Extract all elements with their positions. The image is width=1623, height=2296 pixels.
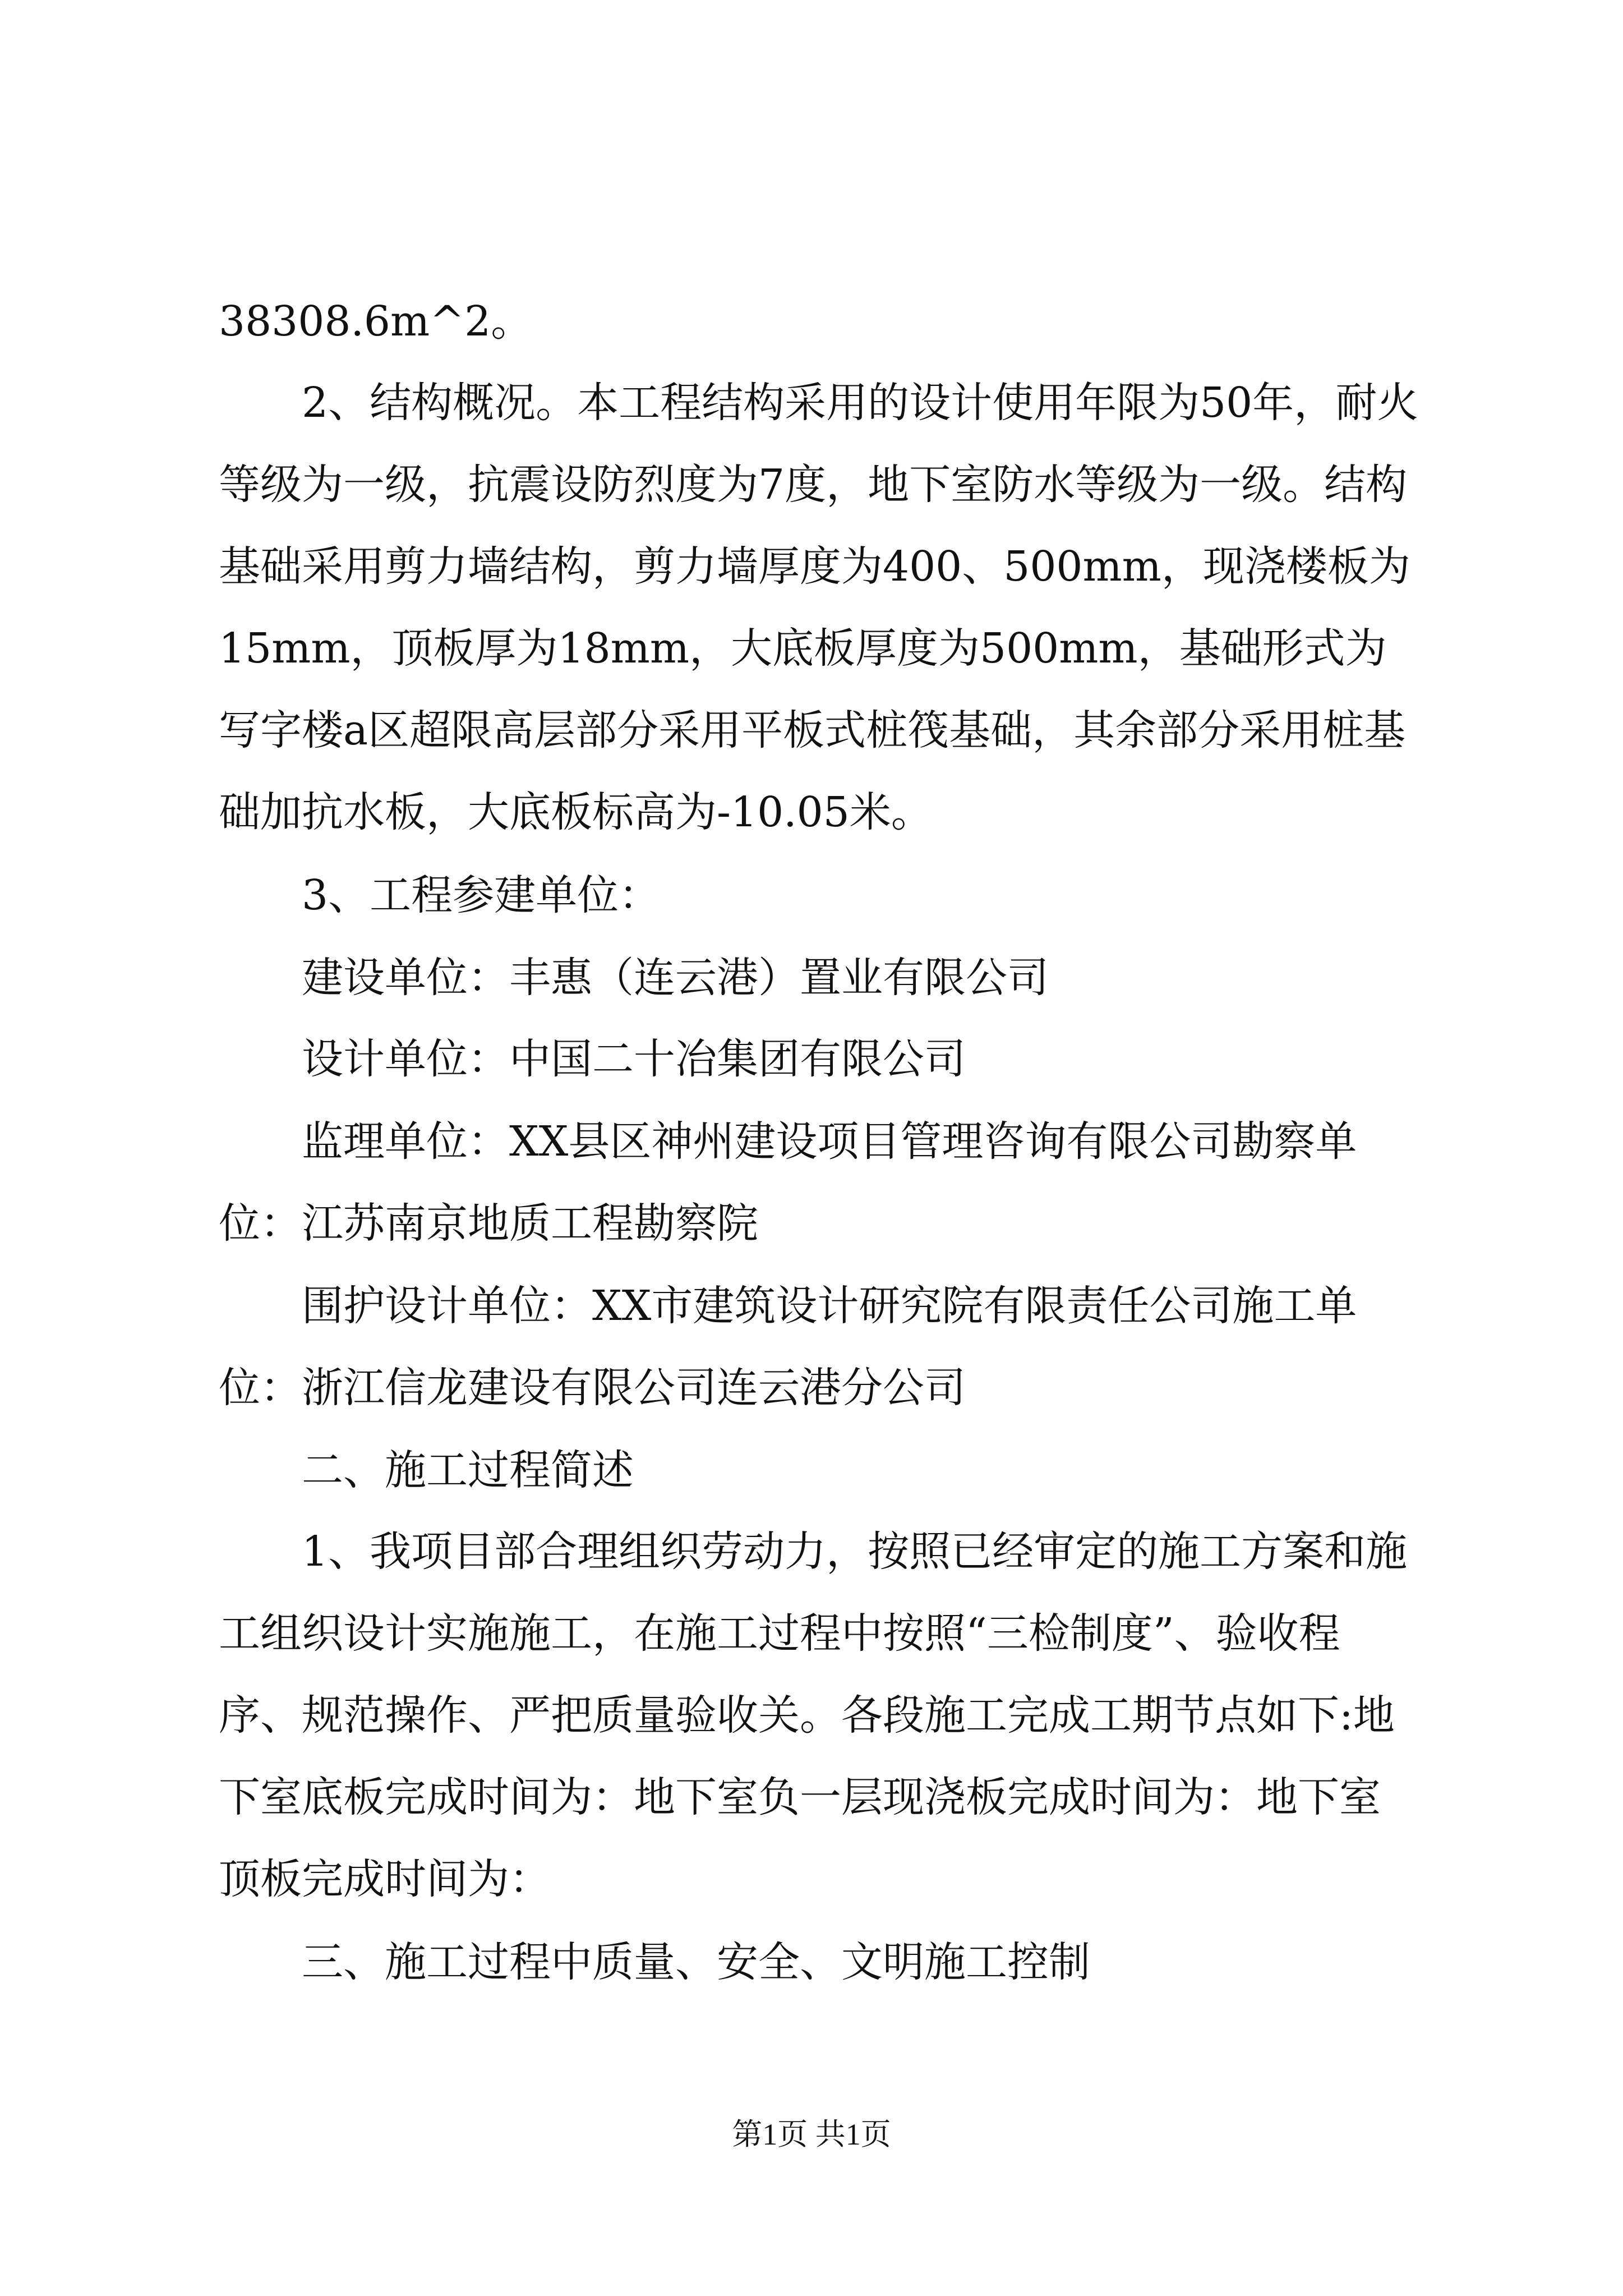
paragraph-area-continuation: 38308.6m^2。 <box>219 297 533 346</box>
page-footer: 第1页 共1页 <box>732 2118 891 2151</box>
paragraph-structure-overview: 2、结构概况。本工程结构采用的设计使用年限为50年，耐火等级为一级，抗震设防烈度为7度，地下室防水等级为一级。结构基础采用剪力墙结构，剪力墙厚度为400、500mm，现浇楼板为15mm，顶板厚为18mm，大底板厚度为500mm，基础形式为写字楼a区超限高层部分采用平板式桩筏基础，其余部分采用桩基础加抗水板，大底板标高为-10.05米。 <box>219 379 1419 836</box>
paragraph-supervision-unit: 监理单位：XX县区神州建设项目管理咨询有限公司勘察单位：江苏南京地质工程勘察院 <box>219 1117 1357 1248</box>
paragraph-owner-unit: 建设单位：丰惠（连云港）置业有限公司 <box>302 954 1049 1002</box>
paragraph-design-unit: 设计单位：中国二十冶集团有限公司 <box>302 1035 966 1083</box>
paragraph-construction-process: 1、我项目部合理组织劳动力，按照已经审定的施工方案和施工组织设计实施施工，在施工过程中按照“三检制度”、验收程序、规范操作、严把质量验收关。各段施工完成工期节点如下:地下室底板完成时间为：地下室负一层现浇板完成时间为：地下室顶板完成时间为： <box>219 1527 1408 1903</box>
section-heading-construction-process: 二、施工过程简述 <box>302 1446 634 1494</box>
paragraph-participants-heading: 3、工程参建单位： <box>302 871 661 919</box>
section-heading-quality-safety: 三、施工过程中质量、安全、文明施工控制 <box>302 1938 1090 1986</box>
paragraph-enclosure-design-unit: 围护设计单位：XX市建筑设计研究院有限责任公司施工单位：浙江信龙建设有限公司连云港分公司 <box>219 1282 1357 1412</box>
